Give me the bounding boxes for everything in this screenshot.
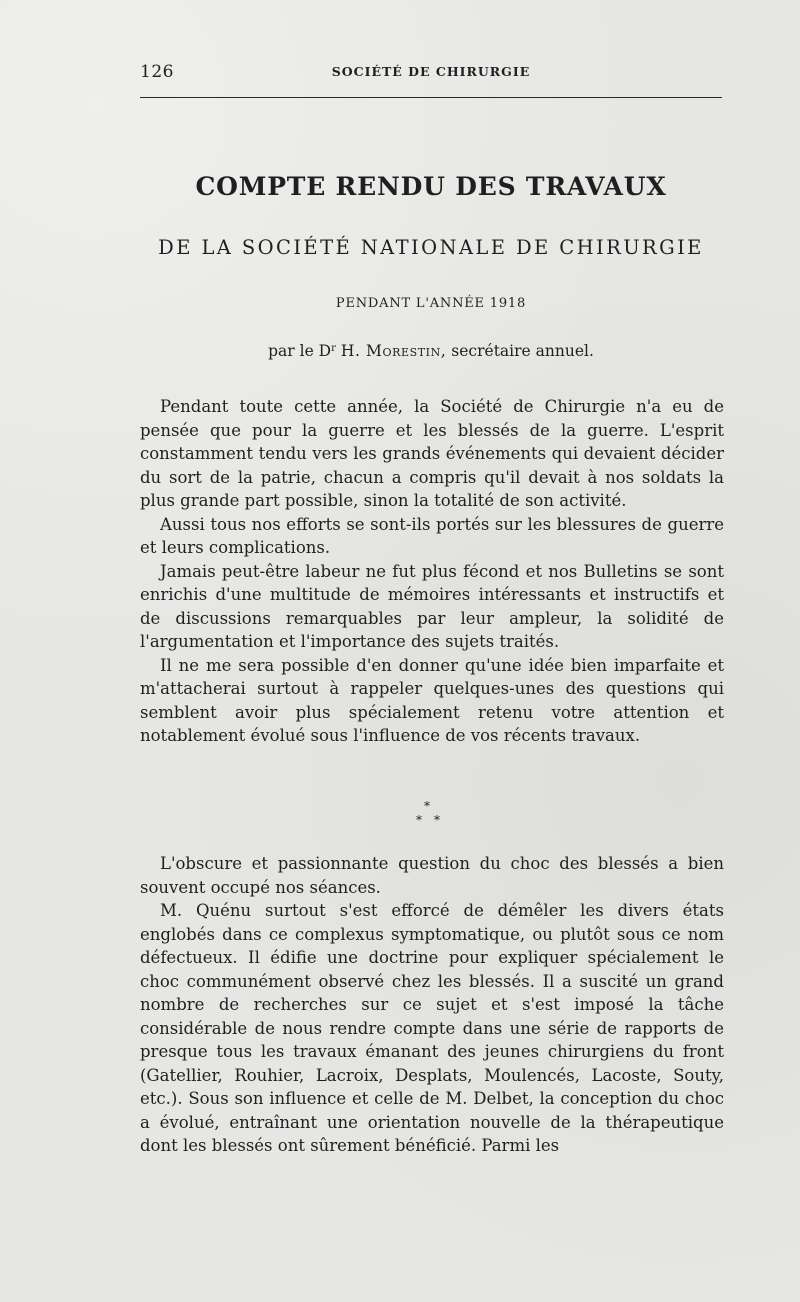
running-title: SOCIÉTÉ DE CHIRURGIE [331, 64, 531, 79]
asterism-star: * [416, 813, 422, 827]
page-number: 126 [140, 62, 174, 82]
byline-prefix: par le D [268, 342, 332, 360]
paragraph: L'obscure et passionnante question du choc des blessés a bien souvent occupé nos séances. [140, 854, 724, 897]
byline-prefix-sup: r [331, 343, 336, 354]
article-period: PENDANT L'ANNÉE 1918 [335, 296, 527, 311]
asterism-star: * [434, 813, 440, 827]
paragraph: Pendant toute cette année, la Société de Chirurgie n'a eu de pensée que pour la guerre et les blessés de la guerre. L'esprit constamment tendu vers les grands événements qui devaient décider du sort de la patrie, chacun a compris qu'il devait à nos soldats la plus grande part possible, sinon la totalité de son activité. [140, 397, 724, 510]
header-rule [140, 97, 722, 98]
article-subtitle: DE LA SOCIÉTÉ NATIONALE DE CHIRURGIE [158, 236, 704, 259]
asterism-divider [400, 800, 460, 830]
paragraph: Il ne me sera possible d'en donner qu'une idée bien imparfaite et m'attacherai surtout à rappeler quelques-unes des questions qui semblent avoir plus spécialement retenu votre attention et notablement évolué sous l'influence de vos récents travaux. [140, 655, 724, 745]
byline [140, 342, 722, 360]
paragraph: Jamais peut-être labeur ne fut plus fécond et nos Bulletins se sont enrichis d'une multitude de mémoires intéressants et instructifs et de discussions remarquables par leur ampleur, la solidité de l'argumentation et l'importance des sujets traités. [140, 561, 724, 651]
running-head [140, 62, 722, 84]
paragraph: M. Quénu surtout s'est efforcé de démêler les divers états englobés dans ce complexus symptomatique, ou plutôt sous ce nom défectueux. Il édifie une doctrine pour expliquer spécialement le choc communément observé chez les blessés. Il a suscité un grand nombre de recherches sur ce sujet et s'est imposé la tâche considérable de nous rendre compte dans une série de rapports de presque tous les travaux émanant des jeunes chirurgiens du front (Gatellier, Rouhier, Lacroix, Desplats, Moulencés, Lacoste, Souty, etc.). Sous son influence et celle de M. Delbet, la conception du choc a évolué, entraînant une orientation nouvelle de la thérapeutique dont les blessés ont sûrement bénéficié. Parmi les [140, 901, 724, 1155]
paragraph: Aussi tous nos efforts se sont-ils portés sur les blessures de guerre et leurs complications. [140, 514, 724, 557]
byline-role: secrétaire annuel. [446, 342, 594, 360]
article-title: COMPTE RENDU DES TRAVAUX [195, 172, 667, 201]
section-2-body [140, 852, 724, 1158]
asterism-star: * [424, 799, 430, 813]
section-1-body [140, 395, 724, 748]
byline-author: H. Morestin, [340, 342, 447, 360]
